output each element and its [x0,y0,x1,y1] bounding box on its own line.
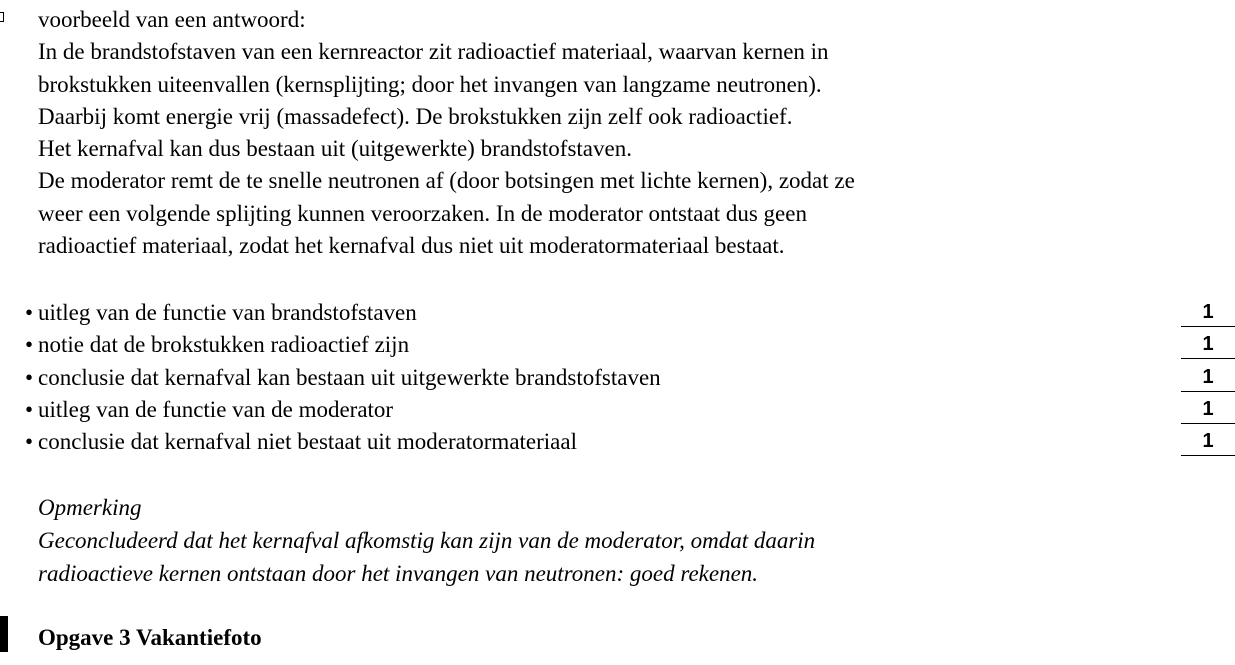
remark-heading: Opmerking [38,495,142,520]
remark-line: radioactieve kernen ontstaan door het invangen van neutronen: goed rekenen. [38,561,759,586]
criterion-row [20,362,1235,394]
answer-line: In de brandstofstaven van een kernreactor zit radioactief materiaal, waarvan kernen in [38,39,829,65]
criterion-row [20,426,1235,458]
answer-line: radioactief materiaal, zodat het kernafval dus niet uit moderatormateriaal bestaat. [38,233,785,259]
answer-line: Het kernafval kan dus bestaan uit (uitgewerkte) brandstofstaven. [38,136,632,162]
answer-line: brokstukken uiteenvallen (kernsplijting; door het invangen van langzame neutronen). [38,71,822,97]
criterion-text: conclusie dat kernafval niet bestaat uit moderatormateriaal [38,429,577,455]
model-answer [38,4,855,262]
criterion-text: uitleg van de functie van brandstofstaven [38,300,417,325]
answer-line: Daarbij komt energie vrij (massadefect). De brokstukken zijn zelf ook radioactief. [38,103,793,129]
criterion-score: 1 [1181,329,1235,359]
bullet-icon: • [24,300,34,325]
criterion-text: conclusie dat kernafval kan bestaan uit uitgewerkte brandstofstaven [38,364,661,390]
remark-block [38,491,815,590]
question-checkbox-icon [0,12,4,22]
remark-line: Geconcludeerd dat het kernafval afkomstig kan zijn van de moderator, omdat daarin [38,528,816,553]
criterion-score: 1 [1181,426,1235,456]
criterion-score: 1 [1181,394,1235,424]
bullet-icon: • [24,332,34,358]
answer-line: weer een volgende splijting kunnen veroorzaken. In de moderator ontstaat dus geen [38,200,807,226]
criterion-row [20,394,1235,426]
bullet-icon: • [24,396,34,422]
section-marker-bar [0,616,8,652]
criterion-text: notie dat de brokstukken radioactief zijn [38,332,410,358]
bullet-icon: • [24,364,34,390]
section-title: Opgave 3 Vakantiefoto [38,625,262,650]
scoring-criteria-list [20,297,1235,458]
bullet-icon: • [24,429,34,455]
criterion-row [20,329,1235,361]
criterion-score: 1 [1181,297,1235,327]
criterion-text: uitleg van de functie van de moderator [38,396,394,422]
criterion-row [20,297,1235,329]
answer-line: De moderator remt de te snelle neutronen af (door botsingen met lichte kernen), zodat ze [38,168,855,194]
answer-intro: voorbeeld van een antwoord: [38,7,306,32]
criterion-score: 1 [1181,362,1235,392]
